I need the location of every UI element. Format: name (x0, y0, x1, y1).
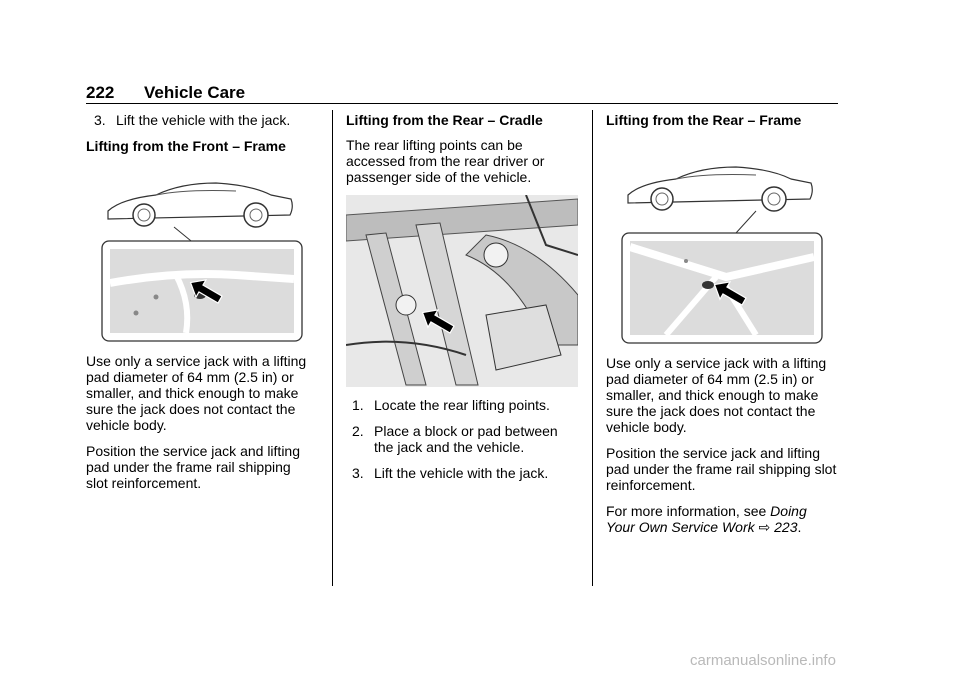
cross-reference-prefix: For more information, see (606, 503, 771, 519)
column-1 (86, 112, 316, 501)
section-title: Vehicle Care (144, 83, 246, 102)
step-text: Lift the vehicle with the jack. (374, 465, 549, 481)
step-number: 1. (352, 397, 364, 413)
column-divider-1 (332, 110, 333, 586)
cross-reference-link[interactable]: Doing Your Own Service Work (606, 503, 807, 535)
section-heading-front-frame: Lifting from the Front – Frame (86, 138, 286, 154)
column-3 (606, 112, 838, 545)
body-paragraph: The rear lifting points can be accessed from the rear driver or passenger side of the vehicle. (346, 137, 545, 185)
front-frame-lift-illustration (86, 163, 306, 343)
rear-frame-lift-illustration (606, 137, 832, 345)
step-text: Locate the rear lifting points. (374, 397, 550, 413)
step-item (346, 423, 578, 455)
cross-reference-page[interactable]: 223 (774, 519, 798, 535)
body-paragraph: Position the service jack and lifting pad under the frame rail shipping slot reinforcement. (606, 445, 837, 493)
section-heading-rear-cradle: Lifting from the Rear – Cradle (346, 112, 543, 128)
page-reference-arrow-icon: ⇨ (758, 519, 771, 535)
body-paragraph: Position the service jack and lifting pad under the frame rail shipping slot reinforcement. (86, 443, 300, 491)
column-divider-2 (592, 110, 593, 586)
step-item (86, 112, 316, 128)
step-item (346, 397, 578, 413)
page-number: 222 (86, 83, 115, 102)
step-item (346, 465, 578, 481)
step-number: 3. (352, 465, 364, 481)
step-number: 3. (94, 112, 106, 128)
watermark: carmanualsonline.info (690, 652, 836, 669)
column-2 (346, 112, 578, 491)
section-heading-rear-frame: Lifting from the Rear – Frame (606, 112, 802, 128)
cross-reference-suffix: . (797, 519, 802, 535)
step-number: 2. (352, 423, 364, 439)
cross-reference-paragraph (606, 503, 838, 535)
header-rule (86, 103, 838, 104)
step-text: Lift the vehicle with the jack. (116, 112, 291, 128)
rear-cradle-lift-illustration (346, 195, 578, 387)
body-paragraph: Use only a service jack with a lifting pad diameter of 64 mm (2.5 in) or smaller, and thick enough to make sure the jack does not contact the vehicle body. (606, 355, 827, 435)
body-paragraph: Use only a service jack with a lifting pad diameter of 64 mm (2.5 in) or smaller, and thick enough to make sure the jack does not contact the vehicle body. (86, 353, 307, 433)
step-text: Place a block or pad between the jack and the vehicle. (374, 423, 558, 455)
